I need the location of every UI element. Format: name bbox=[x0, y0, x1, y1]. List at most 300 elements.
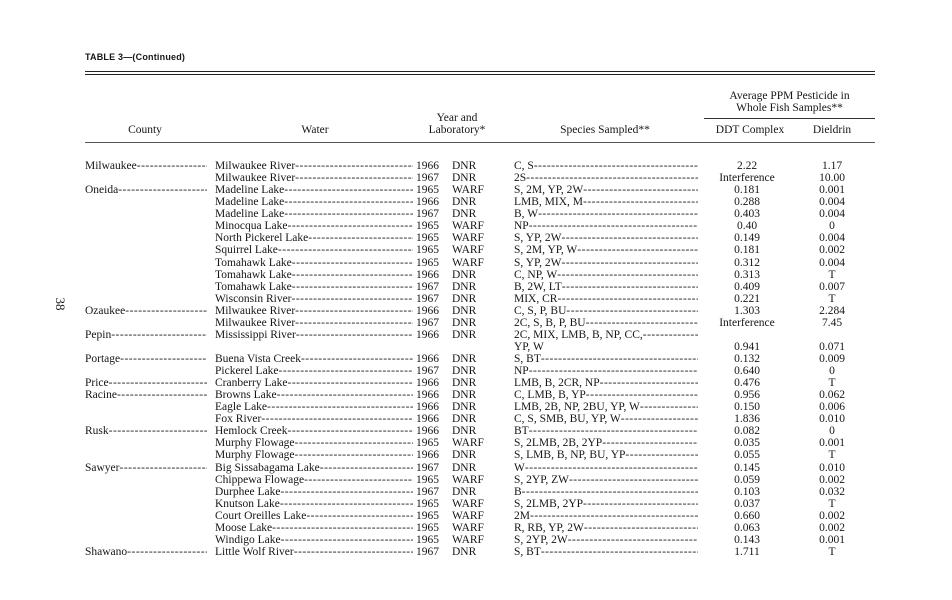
water-cell bbox=[215, 281, 413, 293]
ddt-cell: 0.082 bbox=[734, 425, 760, 438]
ddt-cell: 0.103 bbox=[734, 485, 760, 498]
species-cell-text: R, RB, YP, 2W bbox=[514, 521, 584, 534]
dieldrin-cell: 0 bbox=[829, 220, 835, 233]
dot-leader bbox=[541, 353, 698, 365]
table-row bbox=[0, 474, 952, 486]
water-cell-text: Squirrel Lake bbox=[215, 244, 278, 257]
water-cell-text: Madeline Lake bbox=[215, 184, 285, 197]
dieldrin-cell: 0.006 bbox=[819, 401, 845, 414]
ddt-cell: 0.221 bbox=[734, 292, 760, 305]
water-cell-text: Cranberry Lake bbox=[215, 377, 288, 390]
species-cell-text: NP bbox=[514, 220, 529, 233]
dot-leader bbox=[120, 462, 208, 474]
year-cell: 1966 bbox=[416, 160, 439, 172]
dieldrin-cell: 0.062 bbox=[819, 389, 845, 402]
header-water: Water bbox=[301, 124, 329, 136]
species-cell bbox=[514, 353, 698, 365]
year-cell: 1966 bbox=[416, 268, 439, 281]
water-cell-text: Chippewa Flowage bbox=[215, 473, 305, 486]
water-cell-text: Wisconsin River bbox=[215, 292, 292, 305]
species-cell bbox=[514, 244, 698, 256]
ddt-cell: Interference bbox=[719, 316, 775, 329]
dot-leader bbox=[600, 377, 698, 389]
water-cell-text: Little Wolf River bbox=[215, 545, 294, 558]
header-dieldrin: Dieldrin bbox=[812, 124, 852, 136]
dot-leader bbox=[295, 172, 413, 184]
year-cell: 1966 bbox=[416, 449, 439, 462]
table-row bbox=[0, 449, 952, 461]
table-row bbox=[0, 257, 952, 269]
water-cell-text: Madeline Lake bbox=[215, 196, 285, 209]
ddt-cell: 0.313 bbox=[734, 268, 760, 281]
dot-leader bbox=[529, 220, 698, 232]
species-cell-text: S, 2M, YP, W bbox=[514, 244, 578, 257]
water-cell bbox=[215, 232, 413, 244]
year-cell: 1965 bbox=[416, 509, 439, 522]
water-cell-text: North Pickerel Lake bbox=[215, 232, 309, 245]
lab-cell: DNR bbox=[452, 160, 477, 172]
water-cell bbox=[215, 437, 413, 449]
water-cell bbox=[215, 510, 413, 522]
water-cell bbox=[215, 425, 413, 437]
lab-cell: DNR bbox=[452, 449, 477, 462]
dieldrin-cell: 0.002 bbox=[819, 473, 845, 486]
dot-leader bbox=[109, 425, 207, 437]
dot-leader bbox=[538, 208, 698, 220]
table-row bbox=[0, 522, 952, 534]
county-cell-text: Pepin bbox=[85, 328, 112, 341]
dieldrin-cell: 0.004 bbox=[819, 232, 845, 245]
year-cell: 1967 bbox=[416, 292, 439, 305]
year-cell: 1967 bbox=[416, 208, 439, 221]
dot-leader bbox=[120, 353, 207, 365]
dieldrin-cell: T bbox=[828, 268, 836, 281]
ddt-cell: 0.150 bbox=[734, 401, 760, 414]
dot-leader bbox=[118, 184, 207, 196]
water-cell-text: Milwaukee River bbox=[215, 160, 296, 172]
dot-leader bbox=[320, 462, 413, 474]
species-cell bbox=[514, 510, 698, 522]
table-row bbox=[0, 172, 952, 184]
dieldrin-cell: 0.004 bbox=[819, 256, 845, 269]
dot-leader bbox=[640, 401, 698, 413]
year-cell: 1966 bbox=[416, 353, 439, 365]
dot-leader bbox=[292, 293, 413, 305]
dot-leader bbox=[602, 437, 698, 449]
lab-cell: DNR bbox=[452, 425, 477, 438]
water-cell-text: Mississippi River bbox=[215, 328, 296, 341]
dieldrin-cell: 7.45 bbox=[821, 316, 843, 329]
dot-leader bbox=[568, 534, 698, 546]
species-cell-text: NP bbox=[514, 365, 529, 377]
dot-leader bbox=[569, 474, 698, 486]
species-cell bbox=[514, 208, 698, 220]
year-cell: 1966 bbox=[416, 413, 439, 426]
water-cell bbox=[215, 365, 413, 377]
dot-leader bbox=[525, 462, 698, 474]
species-cell-text: S, 2YP, 2W bbox=[514, 533, 568, 546]
species-cell-text: C, S, SMB, BU, YP, W bbox=[514, 413, 621, 426]
county-cell-text: Shawano bbox=[85, 545, 128, 558]
ddt-cell: 0.40 bbox=[736, 220, 758, 233]
dot-leader bbox=[261, 413, 413, 425]
lab-cell: WARF bbox=[452, 256, 484, 269]
water-cell bbox=[215, 389, 413, 401]
species-cell bbox=[514, 413, 698, 425]
header-avg-line1: Average PPM Pesticide in bbox=[729, 90, 850, 102]
lab-cell: DNR bbox=[452, 196, 477, 209]
dot-leader bbox=[306, 510, 413, 522]
dot-leader bbox=[522, 486, 698, 498]
species-cell bbox=[514, 546, 698, 558]
species-cell-text: B bbox=[514, 485, 522, 498]
water-cell bbox=[215, 208, 413, 220]
year-cell: 1967 bbox=[416, 485, 439, 498]
dot-leader bbox=[621, 413, 698, 425]
species-cell bbox=[514, 486, 698, 498]
dot-leader bbox=[137, 160, 207, 172]
water-cell-text: Milwaukee River bbox=[215, 316, 296, 329]
table-row bbox=[0, 498, 952, 510]
table-row bbox=[0, 232, 952, 244]
dieldrin-cell: 0.002 bbox=[819, 509, 845, 522]
header-avg-line2: Whole Fish Samples** bbox=[736, 102, 843, 114]
lab-cell: DNR bbox=[452, 461, 477, 474]
ddt-cell: 0.035 bbox=[734, 437, 760, 450]
ddt-cell: 0.181 bbox=[734, 244, 760, 257]
ddt-cell: 0.403 bbox=[734, 208, 760, 221]
water-cell-text: Milwaukee River bbox=[215, 304, 296, 317]
dot-leader bbox=[295, 437, 413, 449]
table-row bbox=[0, 293, 952, 305]
lab-cell: WARF bbox=[452, 473, 484, 486]
year-cell: 1966 bbox=[416, 196, 439, 209]
ddt-cell: 0.132 bbox=[734, 353, 760, 365]
species-cell-text: S, BT bbox=[514, 353, 541, 365]
table-row bbox=[0, 196, 952, 208]
dieldrin-cell: T bbox=[828, 377, 836, 390]
species-cell bbox=[514, 196, 698, 208]
table-row bbox=[0, 353, 952, 365]
species-cell bbox=[514, 474, 698, 486]
dieldrin-cell: 0.007 bbox=[819, 280, 845, 293]
water-cell bbox=[215, 534, 413, 546]
dot-leader bbox=[277, 389, 413, 401]
county-cell bbox=[85, 377, 207, 389]
species-cell bbox=[514, 425, 698, 437]
ddt-cell: 0.288 bbox=[734, 196, 760, 209]
table-row bbox=[0, 244, 952, 256]
water-cell-text: Tomahawk Lake bbox=[215, 256, 292, 269]
lab-cell: WARF bbox=[452, 533, 484, 546]
water-cell-text: Murphy Flowage bbox=[215, 449, 295, 462]
species-cell-text: LMB, MIX, M bbox=[514, 196, 584, 209]
ddt-cell: 1.836 bbox=[734, 413, 760, 426]
year-cell: 1965 bbox=[416, 521, 439, 534]
species-cell-text: MIX, CR bbox=[514, 292, 558, 305]
species-cell-text: W bbox=[514, 461, 525, 474]
ddt-cell: 1.711 bbox=[734, 545, 760, 558]
header-year-line1: Year and bbox=[436, 112, 478, 124]
species-cell-text: S, BT bbox=[514, 545, 541, 558]
header-double-rule-top bbox=[85, 71, 875, 72]
ddt-cell: 0.640 bbox=[734, 365, 760, 377]
dot-leader bbox=[625, 449, 698, 461]
dot-leader bbox=[541, 546, 698, 558]
water-cell bbox=[215, 546, 413, 558]
species-cell-text: C, LMB, B, YP bbox=[514, 389, 586, 402]
species-cell bbox=[514, 172, 698, 184]
lab-cell: WARF bbox=[452, 184, 484, 197]
county-cell-text: Portage bbox=[85, 353, 121, 365]
table-row bbox=[0, 413, 952, 425]
lab-cell: WARF bbox=[452, 220, 484, 233]
water-cell bbox=[215, 220, 413, 232]
dieldrin-cell: 0.010 bbox=[819, 461, 845, 474]
species-cell bbox=[514, 534, 698, 546]
species-cell-text: B, 2W, LT bbox=[514, 280, 562, 293]
species-cell bbox=[514, 389, 698, 401]
dot-leader bbox=[301, 353, 413, 365]
species-cell-text: C, S bbox=[514, 160, 534, 172]
dot-leader bbox=[284, 184, 413, 196]
dieldrin-cell: 0.010 bbox=[819, 413, 845, 426]
ddt-cell: 0.941 bbox=[734, 340, 760, 353]
water-cell-text: Durphee Lake bbox=[215, 485, 281, 498]
table-row bbox=[0, 184, 952, 196]
lab-cell: DNR bbox=[452, 485, 477, 498]
year-cell: 1965 bbox=[416, 184, 439, 197]
species-cell bbox=[514, 522, 698, 534]
county-cell bbox=[85, 329, 207, 341]
year-cell: 1967 bbox=[416, 545, 439, 558]
lab-cell: DNR bbox=[452, 365, 477, 377]
dot-leader bbox=[530, 510, 698, 522]
header-bottom-rule bbox=[85, 142, 875, 143]
year-cell: 1966 bbox=[416, 377, 439, 390]
table-caption: TABLE 3—(Continued) bbox=[85, 52, 186, 62]
species-cell-text: S, 2YP, ZW bbox=[514, 473, 569, 486]
dieldrin-cell: 1.17 bbox=[821, 160, 843, 172]
dot-leader bbox=[284, 208, 413, 220]
year-cell: 1965 bbox=[416, 473, 439, 486]
dot-leader bbox=[583, 184, 698, 196]
dot-leader bbox=[296, 329, 413, 341]
species-cell bbox=[514, 257, 698, 269]
species-cell-text: S, LMB, B, NP, BU, YP bbox=[514, 449, 626, 462]
dieldrin-cell: 0 bbox=[829, 365, 835, 377]
dot-leader bbox=[534, 160, 698, 172]
species-cell-text: LMB, 2B, NP, 2BU, YP, W bbox=[514, 401, 640, 414]
header-ddt: DDT Complex bbox=[715, 124, 785, 136]
year-cell: 1966 bbox=[416, 401, 439, 414]
dot-leader bbox=[281, 534, 413, 546]
water-cell-text: Fox River bbox=[215, 413, 262, 426]
water-cell-text: Murphy Flowage bbox=[215, 437, 295, 450]
dot-leader bbox=[584, 522, 698, 534]
county-cell-text: Racine bbox=[85, 389, 117, 402]
water-cell-text: Moose Lake bbox=[215, 521, 273, 534]
dot-leader bbox=[292, 269, 413, 281]
year-cell: 1967 bbox=[416, 172, 439, 185]
species-cell-text: S, YP, 2W bbox=[514, 232, 562, 245]
year-cell: 1966 bbox=[416, 389, 439, 402]
dot-leader bbox=[279, 365, 413, 377]
dieldrin-cell: 0.004 bbox=[819, 208, 845, 221]
header-year-line2: Laboratory* bbox=[428, 124, 486, 136]
lab-cell: DNR bbox=[452, 413, 477, 426]
water-cell bbox=[215, 184, 413, 196]
table-row bbox=[0, 377, 952, 389]
table-row bbox=[0, 510, 952, 522]
water-cell-text: Knutson Lake bbox=[215, 497, 280, 510]
ddt-cell: 0.181 bbox=[734, 184, 760, 197]
dot-leader bbox=[117, 389, 207, 401]
water-cell-text: Hemlock Creek bbox=[215, 425, 288, 438]
year-cell: 1965 bbox=[416, 437, 439, 450]
ddt-cell: 0.149 bbox=[734, 232, 760, 245]
table-row bbox=[0, 317, 952, 329]
dot-leader bbox=[127, 546, 207, 558]
table-row bbox=[0, 389, 952, 401]
dot-leader bbox=[529, 425, 698, 437]
dieldrin-cell: 2.284 bbox=[819, 304, 845, 317]
water-cell bbox=[215, 317, 413, 329]
water-cell bbox=[215, 329, 413, 341]
dot-leader bbox=[288, 220, 414, 232]
dieldrin-cell: T bbox=[828, 497, 836, 510]
dot-leader bbox=[566, 305, 698, 317]
species-cell bbox=[514, 365, 698, 377]
species-cell bbox=[514, 317, 698, 329]
table-row bbox=[0, 425, 952, 437]
dot-leader bbox=[295, 449, 413, 461]
year-cell: 1966 bbox=[416, 425, 439, 438]
ddt-cell: 0.956 bbox=[734, 389, 760, 402]
lab-cell: WARF bbox=[452, 232, 484, 245]
water-cell-text: Browns Lake bbox=[215, 389, 277, 402]
species-cell bbox=[514, 329, 698, 341]
ddt-cell: 0.312 bbox=[734, 256, 760, 269]
dot-leader bbox=[562, 257, 699, 269]
lab-cell: DNR bbox=[452, 328, 477, 341]
year-cell: 1966 bbox=[416, 328, 439, 341]
dot-leader bbox=[562, 281, 698, 293]
table-row bbox=[0, 534, 952, 546]
ddt-cell: 0.037 bbox=[734, 497, 760, 510]
species-cell-text: S, 2M, YP, 2W bbox=[514, 184, 584, 197]
dieldrin-cell: 0.004 bbox=[819, 196, 845, 209]
water-cell bbox=[215, 474, 413, 486]
water-cell-text: Pickerel Lake bbox=[215, 365, 279, 377]
species-cell bbox=[514, 269, 698, 281]
species-cell-text: LMB, B, 2CR, NP bbox=[514, 377, 600, 390]
lab-cell: DNR bbox=[452, 292, 477, 305]
species-cell bbox=[514, 449, 698, 461]
county-cell bbox=[85, 462, 207, 474]
county-cell bbox=[85, 389, 207, 401]
water-cell bbox=[215, 377, 413, 389]
dot-leader bbox=[267, 401, 413, 413]
ddt-cell: 0.055 bbox=[734, 449, 760, 462]
dot-leader bbox=[577, 244, 698, 256]
species-cell-text: S, 2LMB, 2B, 2YP bbox=[514, 437, 603, 450]
lab-cell: DNR bbox=[452, 353, 477, 365]
year-cell: 1967 bbox=[416, 280, 439, 293]
dot-leader bbox=[288, 425, 414, 437]
species-cell-text: BT bbox=[514, 425, 529, 438]
dieldrin-cell: 0.001 bbox=[819, 533, 845, 546]
dot-leader bbox=[111, 329, 207, 341]
county-cell-text: Milwaukee bbox=[85, 160, 137, 172]
dot-leader bbox=[526, 172, 698, 184]
dot-leader bbox=[272, 522, 413, 534]
water-cell bbox=[215, 172, 413, 184]
dot-leader bbox=[295, 305, 413, 317]
table-row bbox=[0, 208, 952, 220]
table-row bbox=[0, 329, 952, 341]
table-row bbox=[0, 486, 952, 498]
dot-leader bbox=[295, 317, 413, 329]
dot-leader bbox=[557, 269, 698, 281]
ddt-cell: 0.143 bbox=[734, 533, 760, 546]
dieldrin-cell: 0.071 bbox=[819, 340, 845, 353]
water-cell bbox=[215, 305, 413, 317]
species-cell bbox=[514, 160, 698, 172]
species-cell-text: 2C, MIX, LMB, B, NP, CC, bbox=[514, 328, 643, 341]
ddt-cell: 0.409 bbox=[734, 280, 760, 293]
table-row bbox=[0, 269, 952, 281]
species-cell-text: 2M bbox=[514, 509, 530, 522]
species-cell-text: YP, W bbox=[514, 340, 544, 353]
dot-leader bbox=[292, 257, 413, 269]
table-row bbox=[0, 281, 952, 293]
ddt-cell: 1.303 bbox=[734, 304, 760, 317]
county-cell bbox=[85, 305, 207, 317]
dieldrin-cell: 0.002 bbox=[819, 244, 845, 257]
species-cell bbox=[514, 341, 698, 353]
water-cell bbox=[215, 160, 413, 172]
lab-cell: WARF bbox=[452, 244, 484, 257]
dot-leader bbox=[586, 317, 698, 329]
species-cell bbox=[514, 220, 698, 232]
table-row bbox=[0, 437, 952, 449]
dieldrin-cell: T bbox=[828, 449, 836, 462]
year-cell: 1967 bbox=[416, 316, 439, 329]
species-cell-text: C, NP, W bbox=[514, 268, 558, 281]
dieldrin-cell: 10.00 bbox=[819, 172, 845, 185]
county-cell-text: Ozaukee bbox=[85, 304, 126, 317]
lab-cell: WARF bbox=[452, 521, 484, 534]
dot-leader bbox=[557, 293, 698, 305]
county-cell bbox=[85, 160, 207, 172]
dot-leader bbox=[294, 546, 413, 558]
lab-cell: DNR bbox=[452, 268, 477, 281]
county-cell-text: Oneida bbox=[85, 184, 119, 197]
year-cell: 1967 bbox=[416, 365, 439, 377]
table-row bbox=[0, 220, 952, 232]
species-cell bbox=[514, 305, 698, 317]
year-cell: 1965 bbox=[416, 232, 439, 245]
dot-leader bbox=[280, 498, 413, 510]
dieldrin-cell: 0.001 bbox=[819, 184, 845, 197]
water-cell-text: Tomahawk Lake bbox=[215, 268, 292, 281]
lab-cell: DNR bbox=[452, 304, 477, 317]
species-cell bbox=[514, 498, 698, 510]
ddt-cell: 0.063 bbox=[734, 521, 760, 534]
water-cell bbox=[215, 353, 413, 365]
header-species: Species Sampled** bbox=[560, 124, 650, 136]
